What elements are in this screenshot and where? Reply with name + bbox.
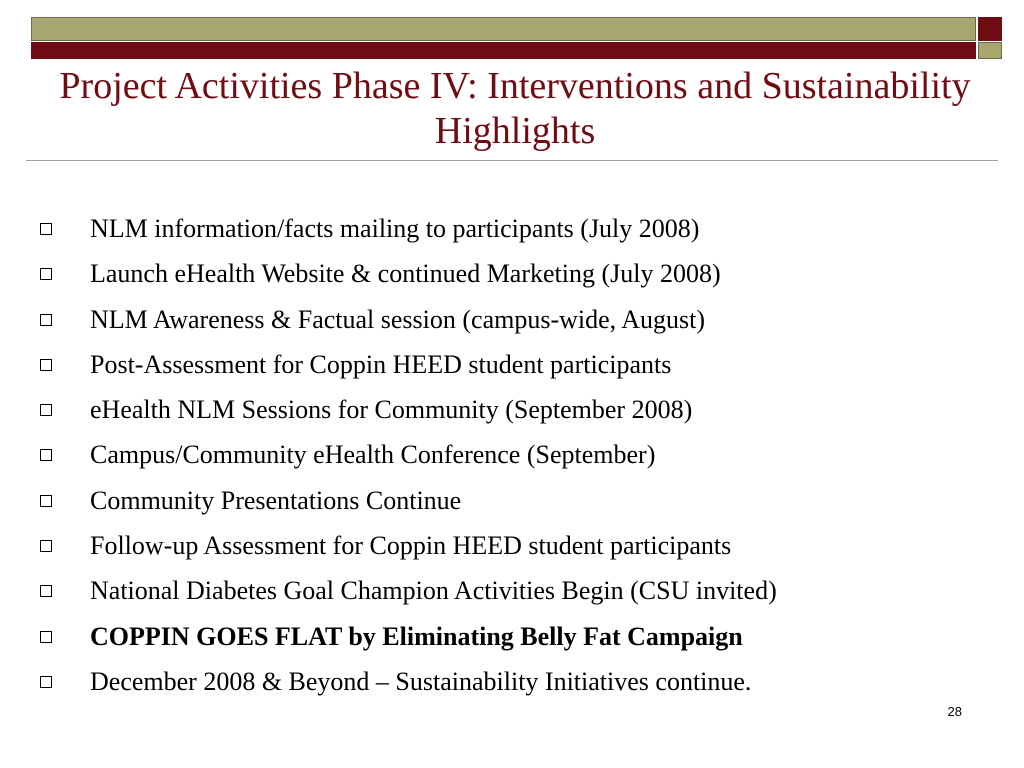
hollow-square-icon	[40, 314, 52, 326]
hollow-square-icon	[40, 585, 52, 597]
bullet-text: National Diabetes Goal Champion Activities Begin (CSU invited)	[90, 576, 777, 606]
bullet-item	[40, 297, 1010, 342]
hollow-square-icon	[40, 449, 52, 461]
hollow-square-icon	[40, 495, 52, 507]
bullet-item	[40, 206, 1010, 251]
bullet-item	[40, 432, 1010, 477]
bullet-item	[40, 342, 1010, 387]
bullet-text: COPPIN GOES FLAT by Eliminating Belly Fat Campaign	[90, 621, 743, 651]
bullet-text: Post-Assessment for Coppin HEED student participants	[90, 349, 672, 379]
hollow-square-icon	[40, 676, 52, 688]
title-divider	[26, 160, 998, 161]
hollow-square-icon	[40, 223, 52, 235]
header-corner-olive-square	[978, 42, 1002, 59]
bullet-item	[40, 568, 1010, 613]
hollow-square-icon	[40, 404, 52, 416]
bullet-text: December 2008 & Beyond – Sustainability Initiatives continue.	[90, 666, 752, 696]
bullet-item	[40, 478, 1010, 523]
bullet-item	[40, 523, 1010, 568]
bullet-item	[40, 387, 1010, 432]
bullet-text: NLM information/facts mailing to participants (July 2008)	[90, 214, 700, 243]
bullet-text: Launch eHealth Website & continued Marketing (July 2008)	[90, 259, 721, 289]
bullet-item	[40, 251, 1010, 296]
hollow-square-icon	[40, 631, 52, 643]
bullet-text: eHealth NLM Sessions for Community (September 2008)	[90, 395, 693, 425]
bullet-item	[40, 659, 1010, 704]
bullet-text: NLM Awareness & Factual session (campus-wide, August)	[90, 304, 706, 334]
page-number: 28	[947, 704, 962, 719]
hollow-square-icon	[40, 268, 52, 280]
bullet-text: Follow-up Assessment for Coppin HEED student participants	[90, 531, 732, 561]
hollow-square-icon	[40, 540, 52, 552]
bullet-text: Community Presentations Continue	[90, 485, 462, 515]
header-olive-bar	[31, 17, 976, 41]
header-maroon-bar	[31, 42, 976, 59]
hollow-square-icon	[40, 359, 52, 371]
bullet-list	[40, 206, 1010, 704]
header-corner-maroon-square	[978, 17, 1002, 41]
bullet-text: Campus/Community eHealth Conference (September)	[90, 440, 656, 470]
bullet-item-bold	[40, 614, 1010, 659]
slide-title: Project Activities Phase IV: Interventions and Sustainability Highlights	[59, 65, 971, 152]
